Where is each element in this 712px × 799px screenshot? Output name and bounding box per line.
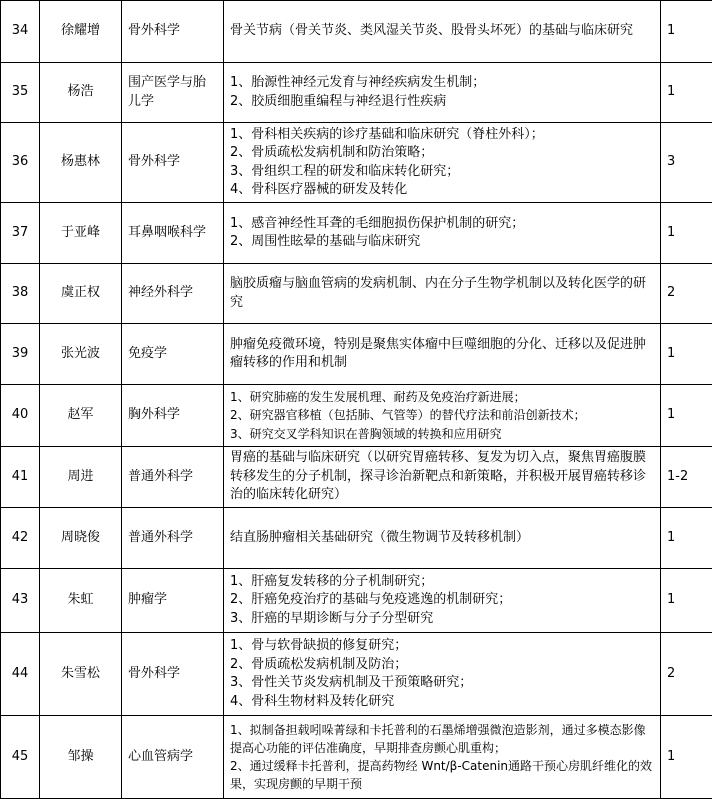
supervisor-name: 于亚峰 — [40, 203, 122, 264]
table-row — [1, 324, 712, 385]
research-direction — [224, 385, 661, 447]
direction-item: 3、骨性关节炎发病机制及干预策略研究； — [230, 674, 654, 693]
supervisor-name: 朱虹 — [40, 569, 122, 633]
direction-item: 3、骨组织工程的研发和临床转化研究； — [230, 163, 654, 182]
direction-text: 结直肠肿瘤相关基础研究（微生物调节及转移机制） — [230, 529, 654, 548]
discipline: 胸外科学 — [122, 385, 224, 447]
row-number: 34 — [1, 1, 40, 63]
direction-item: 4、骨科生物材料及转化研究 — [230, 693, 654, 712]
supervisor-name: 赵军 — [40, 385, 122, 447]
table-row — [1, 633, 712, 716]
research-direction — [224, 324, 661, 385]
direction-item: 1、拟制备担载吲哚菁绿和卡托普利的石墨烯增强微泡造影剂，通过多模态影像提高心功能的评估准确度，早期排查房颤心肌重构； — [230, 721, 654, 757]
discipline: 心血管病学 — [122, 716, 224, 799]
discipline: 神经外科学 — [122, 264, 224, 324]
research-direction — [224, 716, 661, 799]
row-number: 41 — [1, 447, 40, 508]
discipline: 骨外科学 — [122, 633, 224, 716]
supervisor-name: 周晓俊 — [40, 508, 122, 569]
enrollment-quota: 2 — [661, 264, 712, 324]
direction-item: 2、骨质疏松发病机制和防治策略； — [230, 144, 654, 163]
table-row — [1, 63, 712, 123]
research-direction — [224, 569, 661, 633]
enrollment-quota: 1 — [661, 63, 712, 123]
supervisor-name: 周进 — [40, 447, 122, 508]
research-direction — [224, 447, 661, 508]
research-direction — [224, 633, 661, 716]
direction-item: 1、研究肺癌的发生发展机理、耐药及免疫治疗新进展； — [230, 388, 654, 407]
row-number: 45 — [1, 716, 40, 799]
row-number: 40 — [1, 385, 40, 447]
direction-text: 胃癌的基础与临床研究（以研究胃癌转移、复发为切入点，聚焦胃癌腹膜转移发生的分子机制，探寻诊治新靶点和新策略，并积极开展胃癌转移诊治的临床转化研究） — [230, 449, 654, 505]
supervisor-name: 杨惠林 — [40, 123, 122, 203]
direction-text: 肿瘤免疫微环境，特别是聚焦实体瘤中巨噬细胞的分化、迁移以及促进肿瘤转移的作用和机制 — [230, 336, 654, 373]
enrollment-quota: 1 — [661, 716, 712, 799]
research-direction — [224, 63, 661, 123]
enrollment-quota: 1 — [661, 569, 712, 633]
direction-item: 3、肝癌的早期诊断与分子分型研究 — [230, 610, 654, 629]
enrollment-quota: 3 — [661, 123, 712, 203]
direction-item: 1、感音神经性耳聋的毛细胞损伤保护机制的研究； — [230, 215, 654, 234]
direction-item: 2、肝癌免疫治疗的基础与免疫逃逸的机制研究； — [230, 591, 654, 610]
supervisor-name: 朱雪松 — [40, 633, 122, 716]
row-number: 42 — [1, 508, 40, 569]
supervisor-name: 张光波 — [40, 324, 122, 385]
research-direction — [224, 123, 661, 203]
enrollment-quota: 1 — [661, 1, 712, 63]
enrollment-quota: 1 — [661, 508, 712, 569]
table-row — [1, 385, 712, 447]
supervisor-name: 邹操 — [40, 716, 122, 799]
table-row — [1, 123, 712, 203]
table-row — [1, 264, 712, 324]
direction-item: 3、研究交叉学科知识在普胸领域的转换和应用研究 — [230, 425, 654, 444]
row-number: 38 — [1, 264, 40, 324]
row-number: 36 — [1, 123, 40, 203]
research-direction — [224, 1, 661, 63]
discipline: 肿瘤学 — [122, 569, 224, 633]
table-row — [1, 1, 712, 63]
research-direction — [224, 203, 661, 264]
supervisor-name: 虞正权 — [40, 264, 122, 324]
direction-item: 1、胎源性神经元发育与神经疾病发生机制； — [230, 74, 654, 93]
discipline: 普通外科学 — [122, 447, 224, 508]
enrollment-quota: 1-2 — [661, 447, 712, 508]
row-number: 37 — [1, 203, 40, 264]
direction-item: 1、骨科相关疾病的诊疗基础和临床研究（脊柱外科）； — [230, 126, 654, 145]
discipline: 耳鼻咽喉科学 — [122, 203, 224, 264]
enrollment-quota: 1 — [661, 385, 712, 447]
discipline: 围产医学与胎儿学 — [122, 63, 224, 123]
table-row — [1, 447, 712, 508]
direction-item: 4、骨科医疗器械的研发及转化 — [230, 181, 654, 200]
direction-text: 脑胶质瘤与脑血管病的发病机制、内在分子生物学机制以及转化医学的研究 — [230, 275, 654, 312]
table-row — [1, 508, 712, 569]
discipline: 骨外科学 — [122, 1, 224, 63]
direction-item: 2、骨质疏松发病机制及防治； — [230, 656, 654, 675]
row-number: 39 — [1, 324, 40, 385]
direction-item: 2、周围性眩晕的基础与临床研究 — [230, 233, 654, 252]
enrollment-quota: 2 — [661, 633, 712, 716]
table-row — [1, 203, 712, 264]
supervisor-name: 徐耀增 — [40, 1, 122, 63]
direction-item: 2、研究器官移植（包括肺、气管等）的替代疗法和前沿创新技术； — [230, 406, 654, 425]
direction-item: 1、肝癌复发转移的分子机制研究； — [230, 573, 654, 592]
table-row — [1, 716, 712, 799]
enrollment-quota: 1 — [661, 324, 712, 385]
row-number: 44 — [1, 633, 40, 716]
table-row — [1, 569, 712, 633]
row-number: 35 — [1, 63, 40, 123]
research-direction — [224, 264, 661, 324]
row-number: 43 — [1, 569, 40, 633]
research-direction — [224, 508, 661, 569]
direction-item: 1、骨与软骨缺损的修复研究； — [230, 637, 654, 656]
discipline: 普通外科学 — [122, 508, 224, 569]
discipline: 骨外科学 — [122, 123, 224, 203]
direction-item: 2、通过缓释卡托普利，提高药物经 Wnt/β-Catenin通路干预心房肌纤维化的效果，实现房颤的早期干预 — [230, 757, 654, 793]
supervisor-name: 杨浩 — [40, 63, 122, 123]
enrollment-quota: 1 — [661, 203, 712, 264]
direction-item: 2、胶质细胞重编程与神经退行性疾病 — [230, 93, 654, 112]
direction-text: 骨关节病（骨关节炎、类风湿关节炎、股骨头坏死）的基础与临床研究 — [230, 22, 654, 41]
discipline: 免疫学 — [122, 324, 224, 385]
